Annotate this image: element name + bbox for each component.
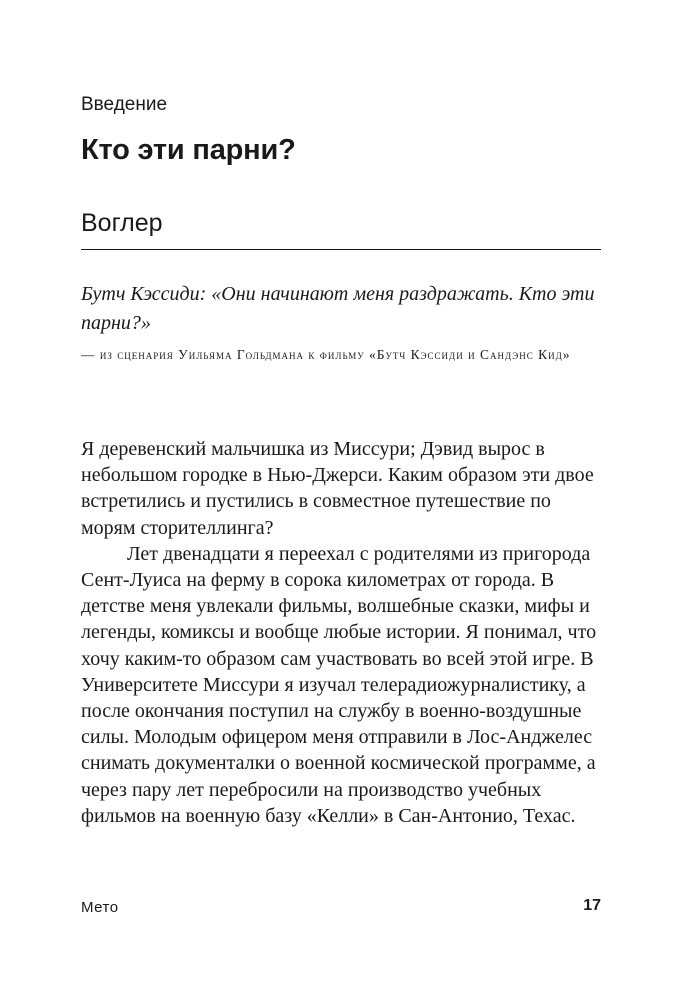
paragraph: Лет двенадцати я переехал с родителями из пригорода Сент-Луиса на ферму в сорока километрах от города. В детстве меня увлекали фильмы, волшебные сказки, мифы и легенды, комиксы и вообще любые истории. Я понимал, что хочу каким-то образом сам участвовать во всей этой игре. В Университете Миссури я изучал телерадиожурналистику, а после окончания поступил на службу в военно-воздушные силы. Молодым офицером меня отправили в Лос-Анджелес снимать документалки о военной космической программе, а через пару лет перебросили на производство учебных фильмов на военную базу «Келли» в Сан-Антонио, Техас. bbox=[81, 542, 597, 827]
chapter-title: Кто эти парни? bbox=[81, 134, 296, 166]
paragraph: Я деревенский мальчишка из Миссури; Дэвид вырос в небольшом городке в Нью-Джерси. Каким образом эти двое встретились и пустились в совместное путешествие по морям сторителлинга? bbox=[81, 438, 594, 539]
divider bbox=[81, 249, 601, 250]
epigraph-source: — из сценария Уильяма Гольдмана к фильму «Бутч Кэссиди и Сандэнс Кид» bbox=[81, 347, 571, 362]
epigraph-quote: Бутч Кэссиди: «Они начинают меня раздражать. Кто эти парни?» bbox=[81, 283, 595, 334]
body-text bbox=[81, 436, 605, 829]
section-label: Введение bbox=[81, 94, 168, 115]
footer-publisher: Мето bbox=[81, 899, 119, 916]
page-number: 17 bbox=[583, 897, 601, 914]
author-name: Воглер bbox=[81, 209, 163, 237]
